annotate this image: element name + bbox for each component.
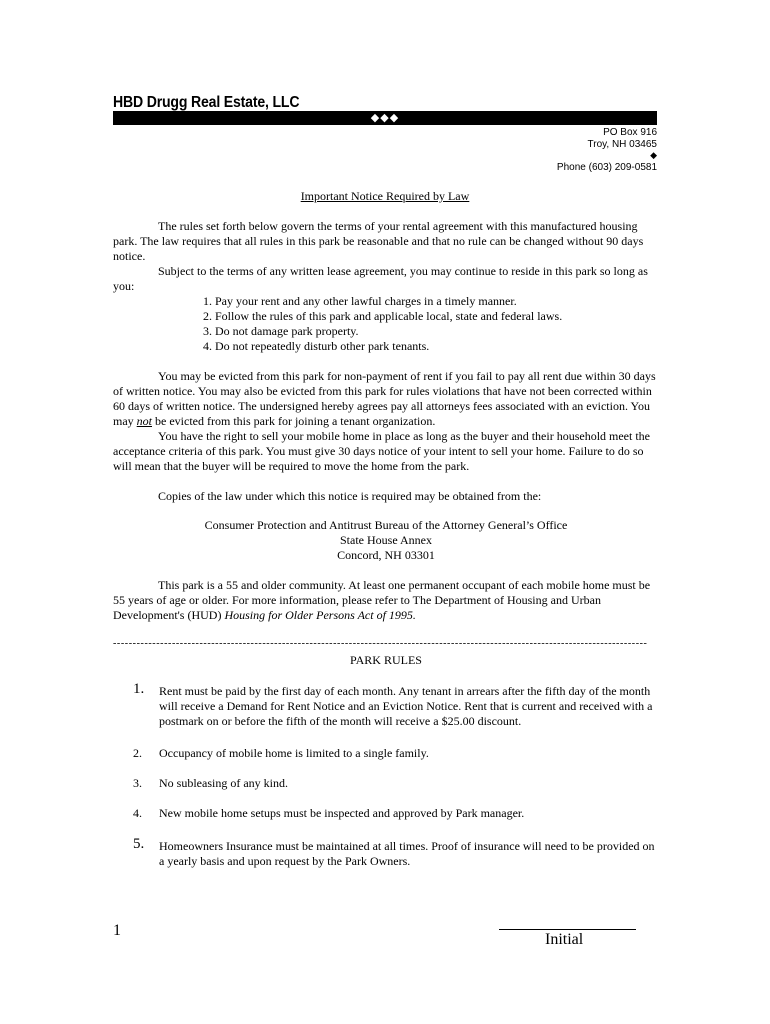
- notice-paragraph-2: Subject to the terms of any written lease agreement, you may continue to reside in this park so long as you:: [113, 264, 648, 293]
- park-rules-heading: PARK RULES: [350, 653, 422, 667]
- diamond-ornament-icon: ◆◆◆: [370, 111, 400, 124]
- rule-number: 1.: [133, 681, 145, 697]
- rule-number: 3.: [133, 776, 142, 790]
- letterhead-bar: [113, 111, 657, 125]
- rule-text: New mobile home setups must be inspected and approved by Park manager.: [159, 806, 525, 820]
- page-number: 1: [113, 922, 121, 939]
- list-item: 1. Pay your rent and any other lawful charges in a timely manner.: [203, 294, 517, 308]
- list-item: 3. Do not damage park property.: [203, 324, 359, 338]
- tenant-obligations-list: [203, 294, 659, 354]
- initial-label: Initial: [545, 931, 584, 948]
- emphasis-not: not: [136, 414, 153, 428]
- eviction-text-end: be evicted from this park for joining a tenant organization.: [152, 414, 436, 428]
- agency-city: Concord, NH 03301: [337, 548, 435, 562]
- rule-number: 5.: [133, 836, 145, 852]
- address-line-1: PO Box 916: [603, 127, 657, 138]
- rule-text: Occupancy of mobile home is limited to a single family.: [159, 746, 429, 760]
- eviction-text: You may be evicted from this park for non-payment of rent if you fail to pay all rent due within 30 days of written notice. You may also be evicted from this park for rules violations that have not been corrected within 60 days of written notice. The undersigned hereby agrees pay all attorneys fees associated with an eviction. You may: [113, 369, 656, 428]
- agency-name: Consumer Protection and Antitrust Bureau of the Attorney General’s Office: [204, 518, 568, 532]
- rule-number: 4.: [133, 806, 142, 820]
- age-community-text: This park is a 55 and older community. At least one permanent occupant of each mobile home must be 55 years of age or older. For more information, please refer to The Department of Housing and Urban Development's (HUD): [113, 578, 651, 622]
- diamond-icon: ◆: [650, 151, 657, 161]
- initial-signature-line[interactable]: [499, 929, 636, 930]
- rule-text: Homeowners Insurance must be maintained at all times. Proof of insurance will need to be provided on a yearly basis and upon request by the Park Owners.: [159, 839, 655, 868]
- notice-title: Important Notice Required by Law: [300, 189, 470, 203]
- rule-text: Rent must be paid by the first day of each month. Any tenant in arrears after the fifth day of the month will receive a Demand for Rent Notice and an Eviction Notice. Rent that is current and received with a postmark on or before the fifth of the month will receive a $25.00 discount.: [159, 684, 653, 728]
- address-line-2: Troy, NH 03465: [587, 139, 657, 150]
- age-community-paragraph: [113, 578, 659, 623]
- list-item: 2. Follow the rules of this park and applicable local, state and federal laws.: [203, 309, 563, 323]
- act-title: Housing for Older Persons Act of 1995.: [224, 608, 416, 622]
- eviction-paragraph: [113, 369, 659, 429]
- rule-text: No subleasing of any kind.: [159, 776, 288, 790]
- company-name: HBD Drugg Real Estate, LLC: [113, 94, 300, 111]
- notice-paragraph-1: The rules set forth below govern the terms of your rental agreement with this manufactured housing park. The law requires that all rules in this park be reasonable and that no rule can be changed without 90 days notice.: [113, 219, 644, 263]
- phone-number: Phone (603) 209-0581: [556, 162, 657, 173]
- rule-number: 2.: [133, 746, 142, 760]
- agency-building: State House Annex: [340, 533, 432, 547]
- list-item: 4. Do not repeatedly disturb other park tenants.: [203, 339, 430, 353]
- law-copies-paragraph: Copies of the law under which this notice is required may be obtained from the:: [158, 489, 542, 503]
- sale-paragraph: You have the right to sell your mobile home in place as long as the buyer and their household meet the acceptance criteria of this park. You must give 30 days notice of your intent to sell your home. Failure to do so will mean that the buyer will be required to move the home from the park.: [113, 429, 651, 473]
- separator-line: ----------------------------------------------------------------------------------------------------------------------------------------: [113, 638, 648, 649]
